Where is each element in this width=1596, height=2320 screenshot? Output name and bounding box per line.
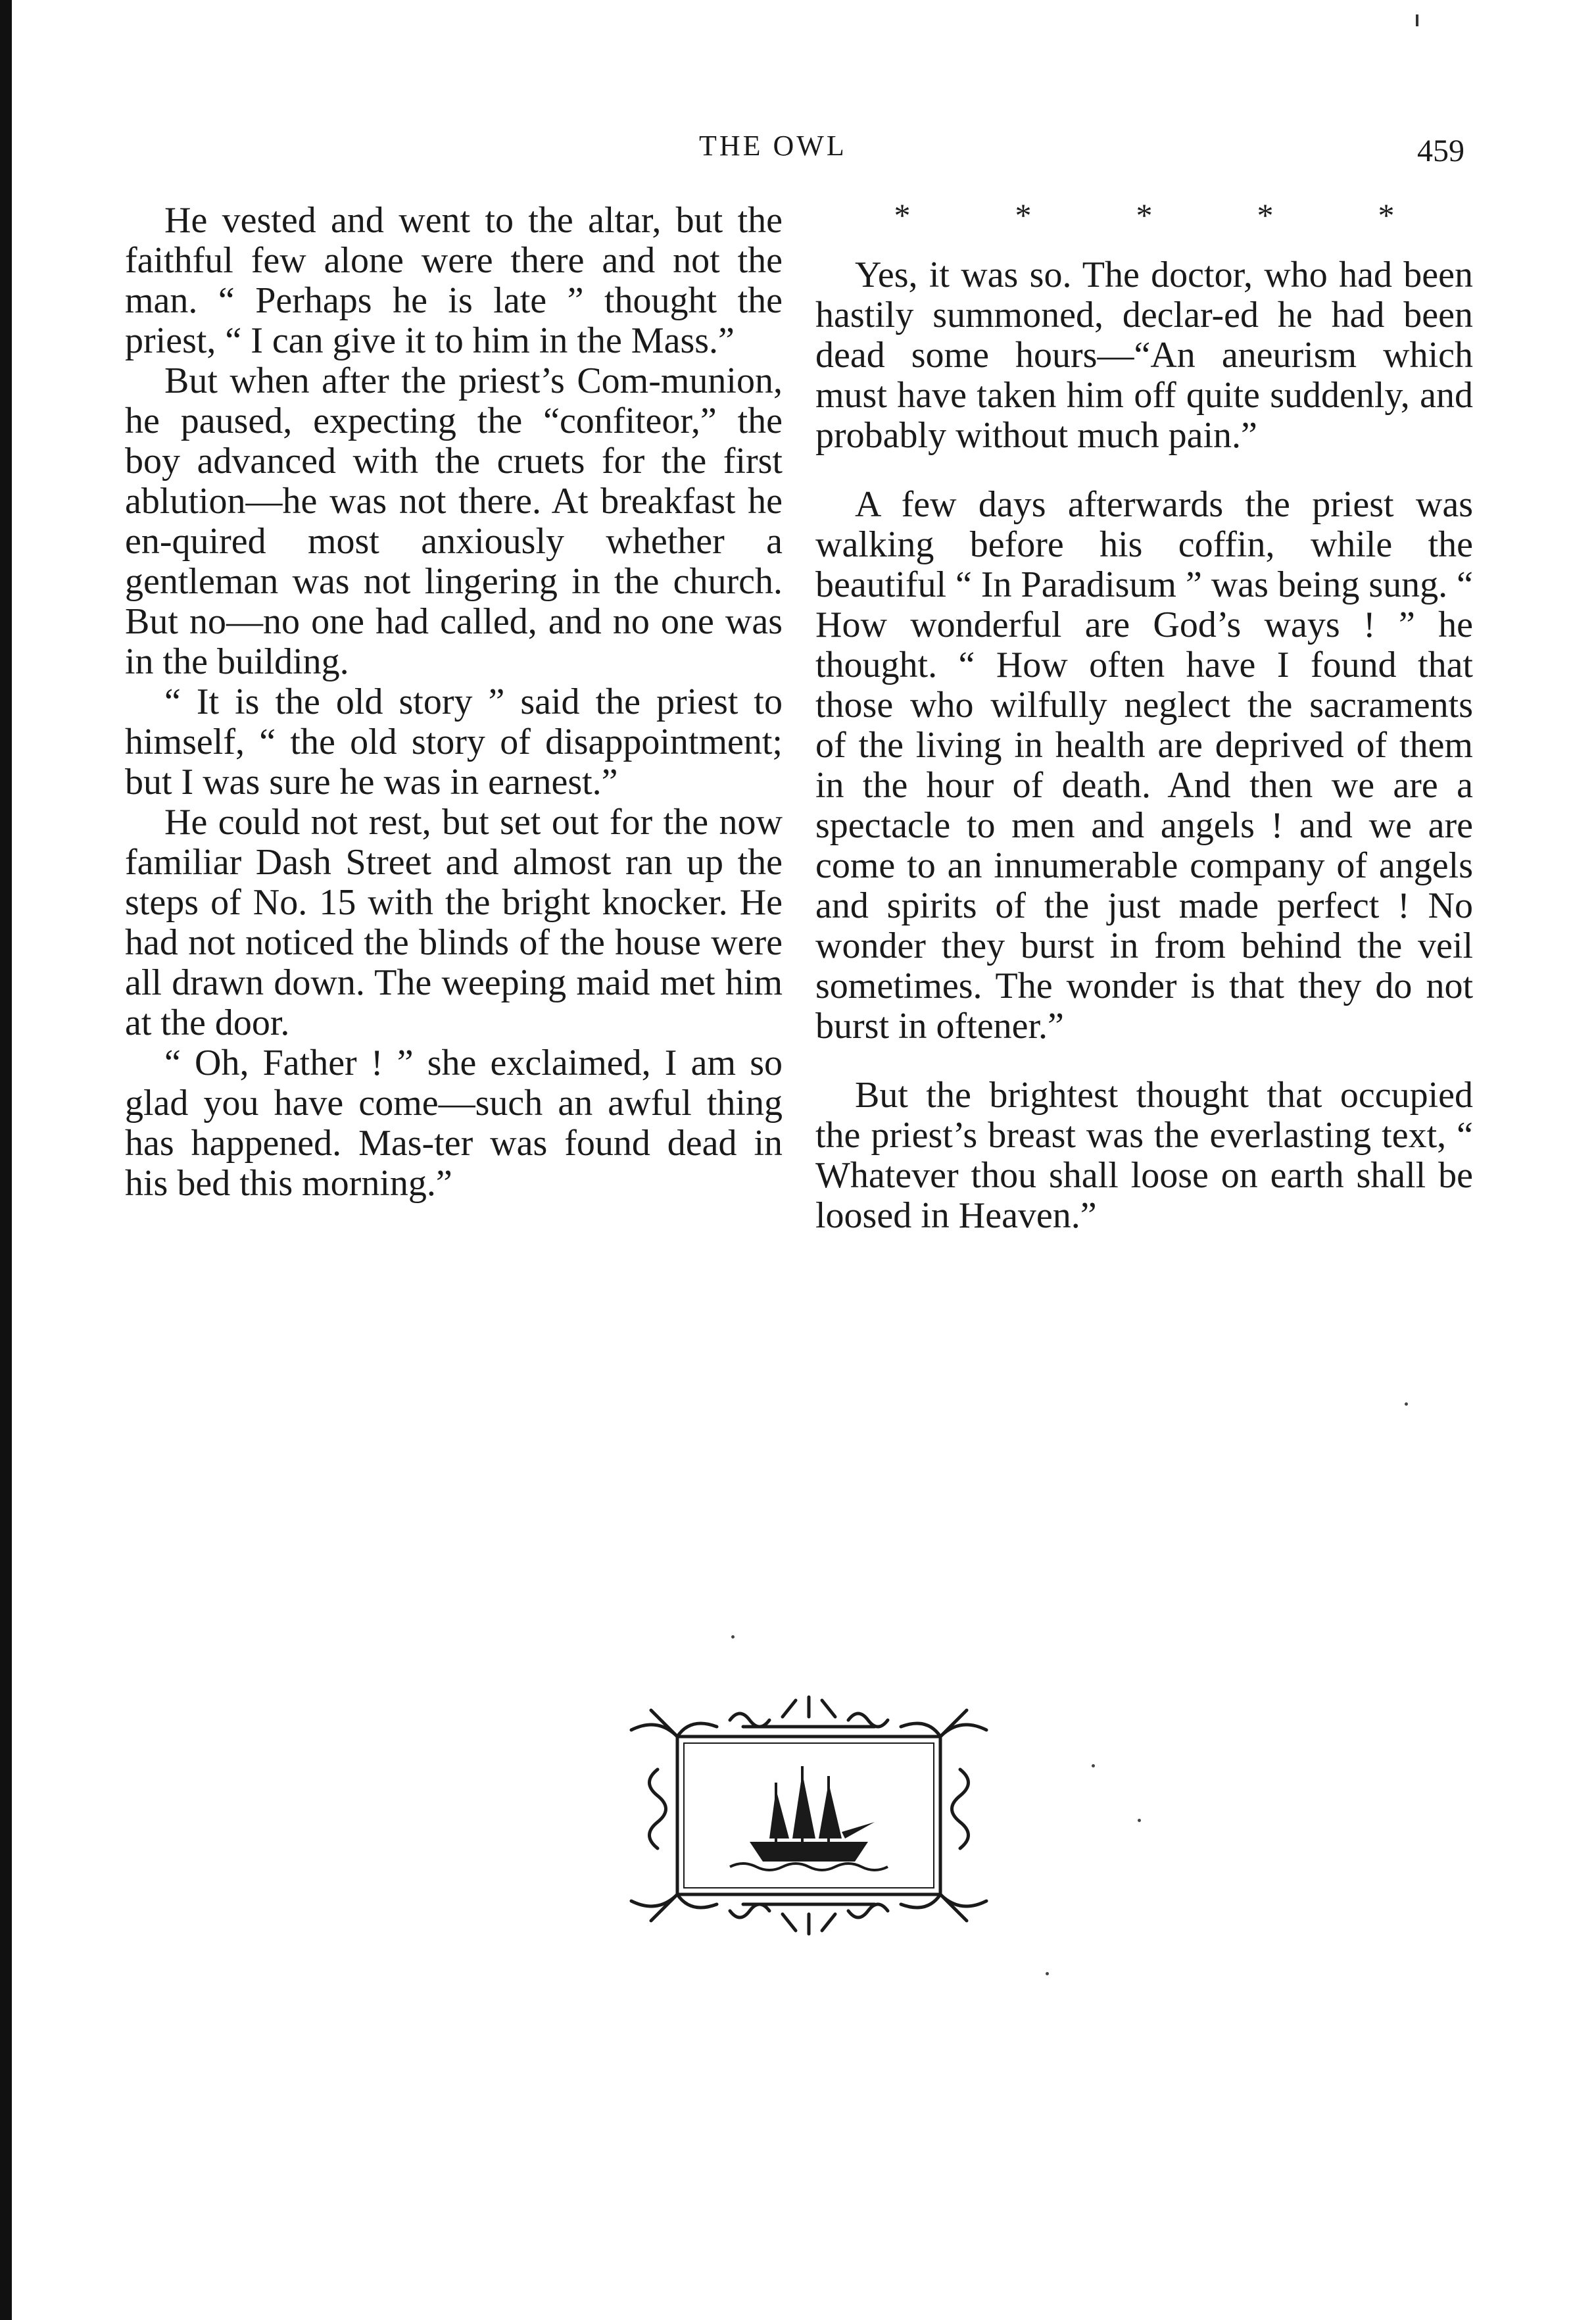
page-binding-edge bbox=[0, 0, 12, 2320]
paragraph: But the brightest thought that occupied the priest’s breast was the everlasting text, “ Whatever thou shall loose on earth shall be loosed in Heaven.” bbox=[815, 1075, 1473, 1236]
separator-star: * bbox=[1136, 197, 1153, 234]
print-speck bbox=[731, 1635, 735, 1639]
print-mark bbox=[1416, 14, 1418, 26]
separator-star: * bbox=[1378, 197, 1395, 234]
journal-title: THE OWL bbox=[699, 130, 847, 162]
right-column bbox=[815, 195, 1473, 1236]
paragraph: He could not rest, but set out for the now familiar Dash Street and almost ran up the steps of No. 15 with the bright knocker. He had not noticed the blinds of the house were all drawn down. The weeping maid met him at the door. bbox=[125, 802, 783, 1043]
running-head bbox=[0, 129, 1596, 168]
print-speck bbox=[1405, 1402, 1408, 1406]
separator-star: * bbox=[1015, 197, 1032, 234]
paragraph: “ Oh, Father ! ” she exclaimed, I am so glad you have come—such an awful thing has happened. Mas-ter was found dead in his bed this morning.” bbox=[125, 1043, 783, 1204]
paragraph: A few days afterwards the priest was walking before his coffin, while the beautiful “ In Paradisum ” was being sung. “ How wonderful are God’s ways ! ” he thought. “ How often have I found that those who wilfully neglect the sacraments of the living in health are deprived of them in the hour of death. And then we are a spectacle to men and angels ! and we are come to an innumerable company of angels and spirits of the just made perfect ! No wonder they burst in from behind the veil sometimes. The wonder is that they do not burst in oftener.” bbox=[815, 484, 1473, 1047]
paragraph: “ It is the old story ” said the priest to himself, “ the old story of disappointment; but I was sure he was in earnest.” bbox=[125, 681, 783, 802]
paragraph: He vested and went to the altar, but the faithful few alone were there and not the man. “ Perhaps he is late ” thought the priest, “ I can give it to him in the Mass.” bbox=[125, 200, 783, 361]
print-speck bbox=[1046, 1972, 1049, 1975]
paragraph: Yes, it was so. The doctor, who had been hastily summoned, declar-ed he had been dead some hours—“An aneurism which must have taken him off quite suddenly, and probably without much pain.” bbox=[815, 255, 1473, 456]
print-speck bbox=[1138, 1819, 1141, 1822]
print-speck bbox=[1092, 1764, 1095, 1767]
left-column bbox=[125, 201, 783, 1204]
page-number: 459 bbox=[1417, 134, 1464, 168]
paragraph: But when after the priest’s Com-munion, he paused, expecting the “confiteor,” the boy advanced with the cruets for the first ablution—he was not there. At breakfast he en-quired most anxiously whether a gentleman was not lingering in the church. But no—no one had called, and no one was in the building. bbox=[125, 360, 783, 682]
ship-vignette-icon bbox=[618, 1691, 1000, 1940]
section-separator bbox=[815, 195, 1473, 235]
separator-star: * bbox=[1257, 197, 1274, 234]
separator-star: * bbox=[894, 197, 911, 234]
